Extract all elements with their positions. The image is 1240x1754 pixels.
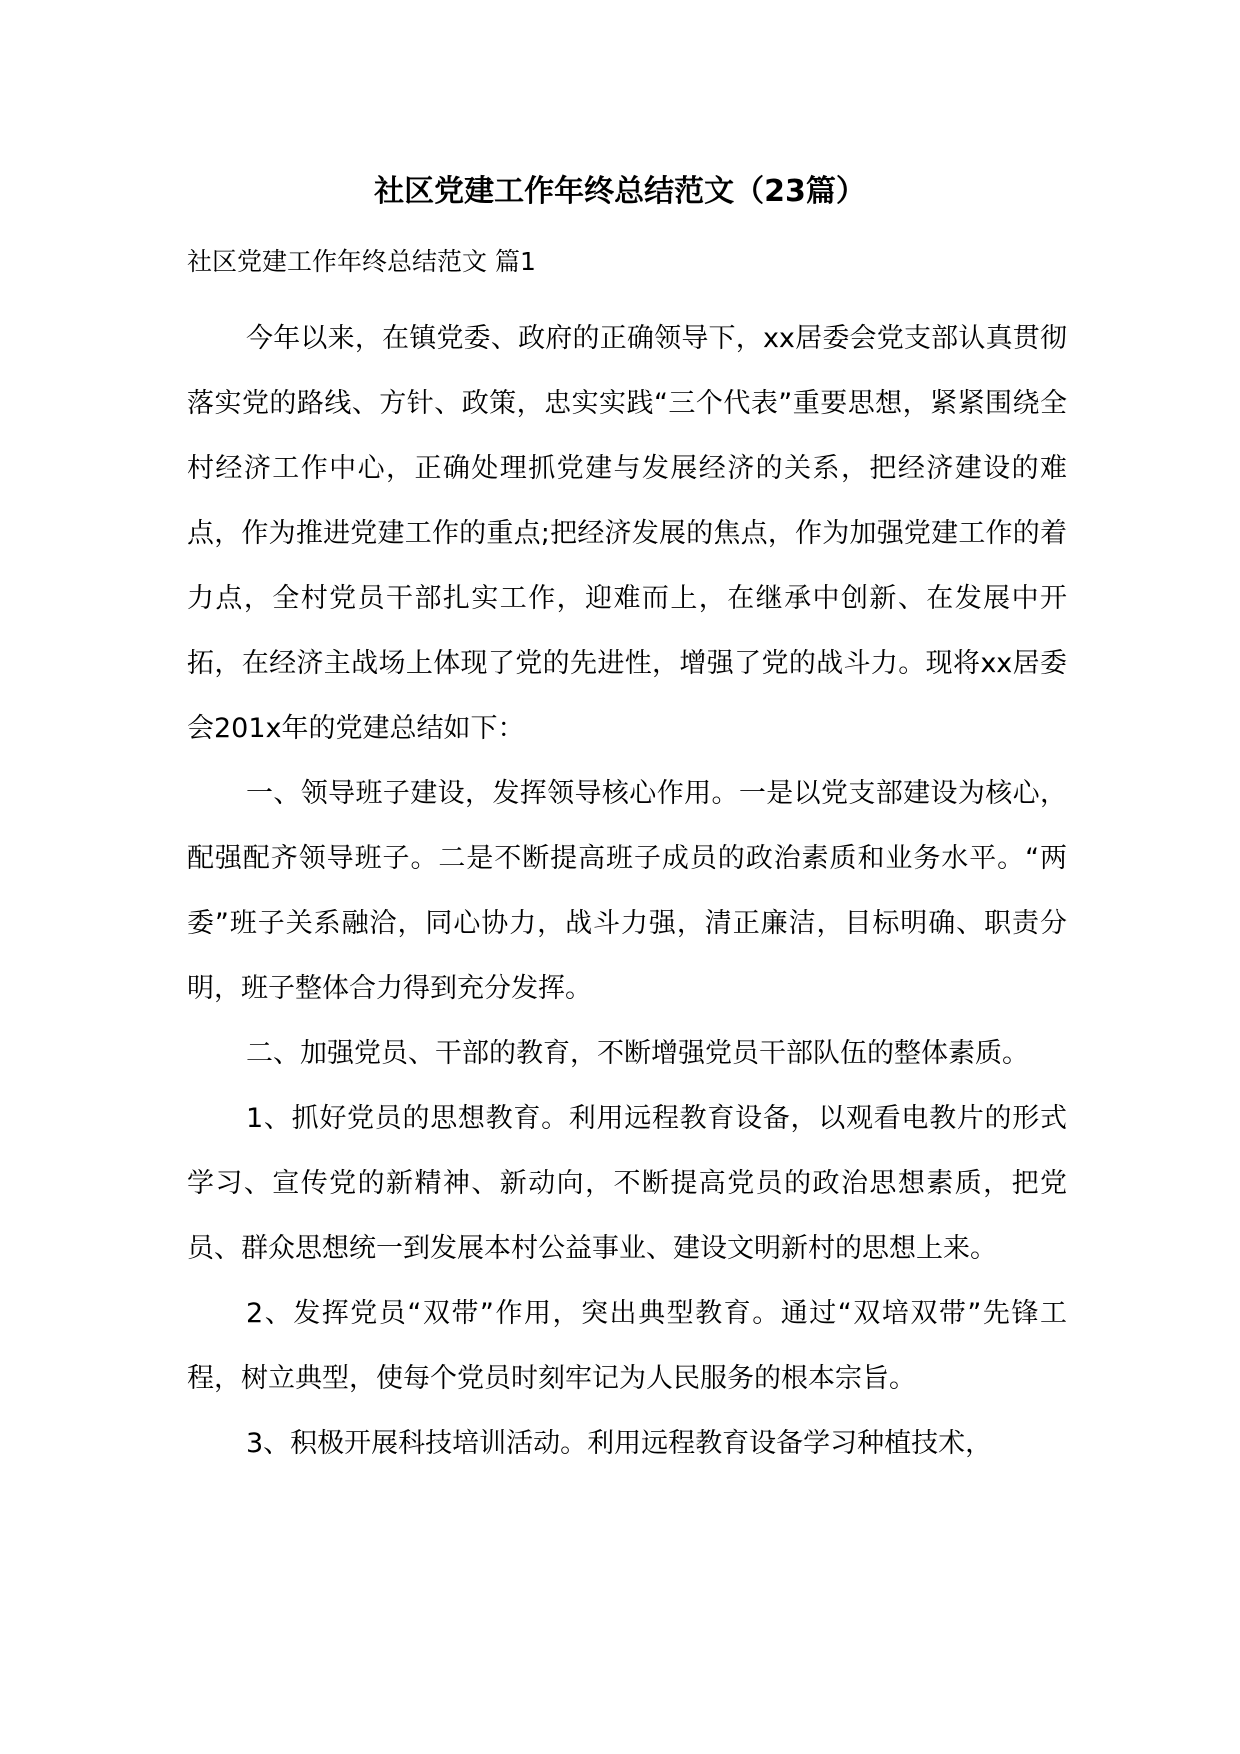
paragraph-education-heading: 二、加强党员、干部的教育，不断增强党员干部队伍的整体素质。: [246, 1038, 1029, 1069]
paragraph-intro: 今年以来，在镇党委、政府的正确领导下，xx居委会党支部认真贯彻落实党的路线、方针、政策，忠实实践“三个代表”重要思想，紧紧围绕全村经济工作中心，正确处理抓党建与发展经济的关系，把经济建设的难点，作为推进党建工作的重点;把经济发展的焦点，作为加强党建工作的着力点，全村党员干部扎实工作，迎难而上，在继承中创新、在发展中开拓，在经济主战场上体现了党的先进性，增强了党的战斗力。现将xx居委会201x年的党建总结如下：: [187, 323, 1067, 744]
paragraph-item-1: 1、抓好党员的思想教育。利用远程教育设备，以观看电教片的形式学习、宣传党的新精神、新动向，不断提高党员的政治思想素质，把党员、群众思想统一到发展本村公益事业、建设文明新村的思想上来。: [187, 1103, 1067, 1264]
paragraph-item-3: 3、积极开展科技培训活动。利用远程教育设备学习种植技术，: [246, 1428, 993, 1459]
paragraph-item-2: 2、发挥党员“双带”作用，突出典型教育。通过“双培双带”先锋工程，树立典型，使每个党员时刻牢记为人民服务的根本宗旨。: [187, 1298, 1067, 1394]
document-title: 社区党建工作年终总结范文（23篇）: [374, 174, 866, 209]
document-body: [187, 306, 1067, 1476]
paragraph-leadership: 一、领导班子建设，发挥领导核心作用。一是以党支部建设为核心，配强配齐领导班子。二是不断提高班子成员的政治素质和业务水平。“两委”班子关系融洽，同心协力，战斗力强，清正廉洁，目标明确、职责分明，班子整体合力得到充分发挥。: [187, 778, 1067, 1004]
section-heading: 社区党建工作年终总结范文 篇1: [187, 247, 536, 276]
